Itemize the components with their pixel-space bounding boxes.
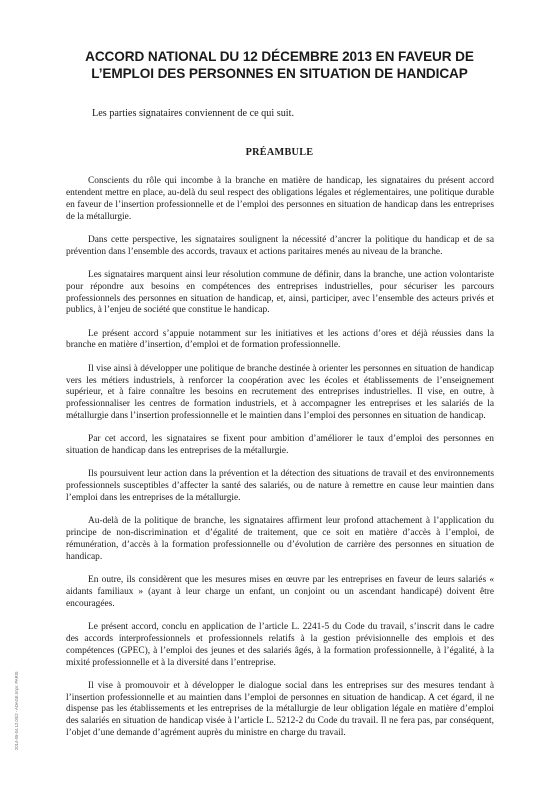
preamble-body [66,176,494,751]
paragraph: Le présent accord s’appuie notamment sur les initiatives et les actions d’ores et déjà réussies dans la branche en matière d’insertion, d’emploi et de formation professionnelle. [66,328,494,351]
margin-print-note: 2014-05-04.12.00/2 - ADAGE.Impr. PARIS [14,671,19,750]
paragraph: Par cet accord, les signataires se fixent pour ambition d’améliorer le taux d’emploi des personnes en situation de handicap dans les entreprises de la métallurgie. [66,434,494,457]
paragraph: Le présent accord, conclu en application de l’article L. 2241-5 du Code du travail, s’inscrit dans le cadre des accords interprofessionnels et professionnels relatifs à la gestion prévisionnelle des emplois et des compétences (GPEC), à l’emploi des jeunes et des salariés âgés, à la formation professionnelle, à l’égalité, à la mixité professionnelle et à la diversité dans l’entreprise. [66,621,494,668]
paragraph: Dans cette perspective, les signataires soulignent la nécessité d’ancrer la politique du handicap et de sa prévention dans l’ensemble des accords, travaux et actions paritaires menés au niveau de la branche. [66,234,494,257]
paragraph: Conscients du rôle qui incombe à la branche en matière de handicap, les signataires du présent accord entendent mettre en place, au-delà du seul respect des obligations légales et réglementaires, une politique durable en faveur de l’insertion professionnelle et de l’emploi des personnes en situation de handicap dans les entreprises de la métallurgie. [66,176,494,222]
title-line: ACCORD NATIONAL DU 12 DÉCEMBRE 2013 EN FAVEUR DE [85,49,474,64]
paragraph: Au-delà de la politique de branche, les signataires affirment leur profond attachement à l’application du principe de non-discrimination et d’égalité de traitement, que ce soit en matière d’accès à l’emploi, de rémunération, d’accès à la formation professionnelle ou d’évolution de carrière des personnes en situation de handicap. [66,516,494,562]
intro-sentence: Les parties signataires conviennent de ce qui suit. [92,108,294,119]
paragraph: Ils poursuivent leur action dans la prévention et la détection des situations de travail et des environnements professionnels susceptibles d’affecter la santé des salariés, ou de nature à remettre en cause leur maintien dans l’emploi dans les entreprises de la métallurgie. [66,469,494,504]
paragraph: En outre, ils considèrent que les mesures mises en œuvre par les entreprises en faveur de leurs salariés « aidants familiaux » (ayant à leur charge un enfant, un conjoint ou un ascendant handicapé) doivent être encouragées. [66,575,494,609]
paragraph: Les signataires marquent ainsi leur résolution commune de définir, dans la branche, une action volontariste pour répondre aux besoins en compétences des entreprises industrielles, pour sécuriser les parcours professionnels des personnes en situation de handicap, et, ainsi, participer, avec l’ensemble des acteurs privés et publics, à l’enjeu de société que constitue le handicap. [66,269,494,316]
title-line: L’EMPLOI DES PERSONNES EN SITUATION DE HANDICAP [91,66,468,81]
paragraph: Il vise ainsi à développer une politique de branche destinée à orienter les personnes en situation de handicap vers les métiers industriels, à renforcer la coopération avec les écoles et établissements de l’enseignement supérieur, et à faire connaître les besoins en recrutement des entreprises industrielles. Il vise, en outre, à professionnaliser les centres de formation industriels, et à accompagner les entreprises et les salariés de la métallurgie dans l’insertion professionnelle et le maintien dans l’emploi des personnes en situation de handicap. [66,363,494,422]
paragraph: Il vise à promouvoir et à développer le dialogue social dans les entreprises sur des mesures tendant à l’insertion professionnelle et au maintien dans l’emploi de personnes en situation de handicap. A cet égard, il ne dispense pas les établissements et les entreprises de la métallurgie de leur obligation légale en matière d’emploi des salariés en situation de handicap visée à l’article L. 5212-2 du Code du travail. Il ne fera pas, par conséquent, l’objet d’une demande d’agrément auprès du ministre en charge du travail. [66,680,494,739]
section-heading-preambule: PRÉAMBULE [245,147,314,158]
document-title [40,48,519,82]
